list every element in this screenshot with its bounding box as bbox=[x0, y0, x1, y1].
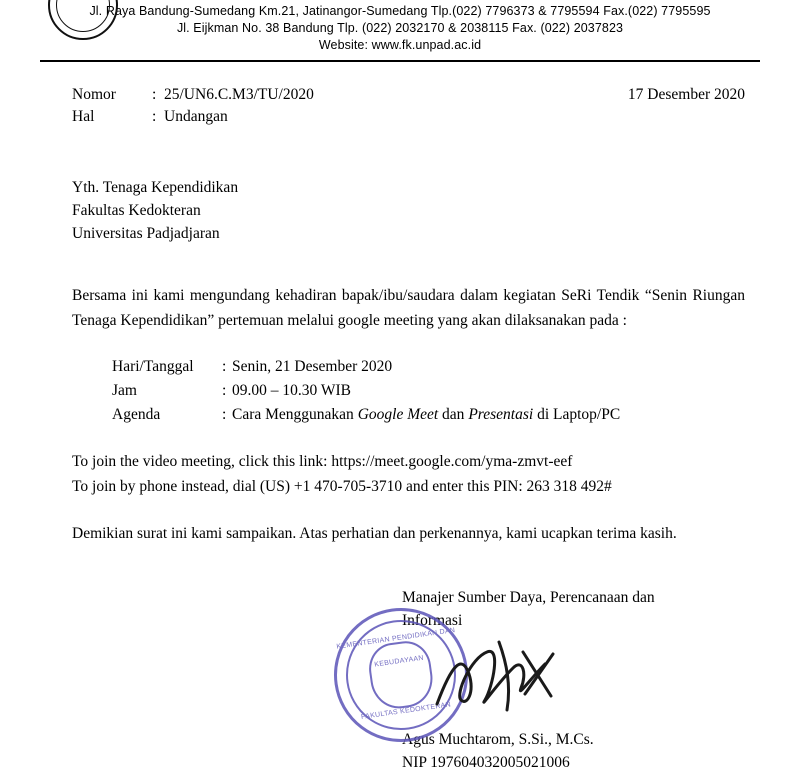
detail-value-time: 09.00 – 10.30 WIB bbox=[232, 382, 351, 399]
detail-label-date: Hari/Tanggal bbox=[112, 358, 194, 375]
nomor-value: 25/UN6.C.M3/TU/2020 bbox=[164, 86, 314, 103]
signer-title-line-1: Manajer Sumber Daya, Perencanaan dan bbox=[402, 589, 655, 606]
letter-meta bbox=[72, 84, 745, 128]
detail-row-time bbox=[112, 379, 745, 403]
letterhead-address-line-2: Jl. Eijkman No. 38 Bandung Tlp. (022) 2032170 & 2038115 Fax. (022) 2037823 bbox=[176, 21, 624, 35]
detail-value-date: Senin, 21 Desember 2020 bbox=[232, 358, 393, 375]
addressee-line-2: Fakultas Kedokteran bbox=[72, 202, 201, 219]
hal-colon: : bbox=[152, 108, 157, 125]
join-instructions bbox=[72, 449, 745, 499]
addressee-line-1: Yth. Tenaga Kependidikan bbox=[72, 179, 239, 196]
detail-colon-time: : bbox=[222, 382, 227, 399]
addressee-line-3: Universitas Padjadjaran bbox=[72, 225, 220, 242]
nomor-label: Nomor bbox=[72, 86, 116, 103]
nomor-colon: : bbox=[152, 86, 157, 103]
body-paragraph: Bersama ini kami mengundang kehadiran bapak/ibu/saudara dalam kegiatan SeRi Tendik “Senin Riungan Tenaga Kependidikan” pertemuan melalui google meeting yang akan dilaksanakan pada : bbox=[72, 287, 745, 329]
detail-label-time: Jam bbox=[112, 382, 137, 399]
agenda-text-mid: dan bbox=[438, 406, 469, 423]
stamp-text bbox=[329, 603, 474, 748]
letter-content bbox=[0, 84, 800, 774]
detail-row-date bbox=[112, 355, 745, 379]
agenda-text-italic-1: Google Meet bbox=[357, 406, 439, 423]
signature-space bbox=[336, 627, 745, 728]
letterhead-website-line: Website: www.fk.unpad.ac.id bbox=[318, 38, 482, 52]
signer-name: Agus Muchtarom, S.Si., M.Cs. bbox=[402, 731, 594, 748]
join-phone-line: To join by phone instead, dial (US) +1 470-705-3710 and enter this PIN: 263 318 492# bbox=[72, 478, 612, 495]
closing-paragraph: Demikian surat ini kami sampaikan. Atas perhatian dan perkenannya, kami ucapkan terima kasih. bbox=[72, 525, 677, 542]
agenda-text-pre: Cara Menggunakan bbox=[232, 406, 358, 423]
event-details bbox=[72, 355, 745, 427]
agenda-text-italic-2: Presentasi bbox=[468, 406, 534, 423]
detail-value-agenda bbox=[232, 403, 745, 427]
stamp-top-text: KEMENTERIAN PENDIDIKAN DAN KEBUDAYAAN bbox=[336, 627, 456, 669]
official-stamp-icon bbox=[325, 599, 476, 750]
stamp-bottom-text: FAKULTAS KEDOKTERAN bbox=[360, 701, 452, 721]
stamp-inner-emblem-icon bbox=[366, 638, 437, 712]
letter-date: 17 Desember 2020 bbox=[627, 86, 745, 103]
detail-row-agenda bbox=[112, 403, 745, 427]
hal-label: Hal bbox=[72, 108, 95, 125]
hal-value: Undangan bbox=[164, 108, 228, 125]
signer-nip: NIP 197604032005021006 bbox=[402, 754, 570, 771]
meta-row-hal bbox=[72, 106, 745, 128]
detail-colon-agenda: : bbox=[222, 406, 227, 423]
join-video-link-line[interactable]: To join the video meeting, click this link: https://meet.google.com/yma-zmvt-eef bbox=[72, 453, 573, 470]
signer-title-line-2: Informasi bbox=[402, 612, 463, 629]
agenda-text-post: di Laptop/PC bbox=[533, 406, 621, 423]
signature-block bbox=[72, 586, 745, 774]
letterhead-address-line-1: Jl. Raya Bandung-Sumedang Km.21, Jatinangor-Sumedang Tlp.(022) 7796373 & 7795594 Fax.(022) 7795595 bbox=[89, 4, 711, 18]
addressee-block bbox=[72, 176, 745, 245]
detail-label-agenda: Agenda bbox=[112, 406, 161, 423]
letterhead-divider bbox=[40, 60, 760, 62]
detail-colon-date: : bbox=[222, 358, 227, 375]
letterhead bbox=[0, 0, 800, 62]
